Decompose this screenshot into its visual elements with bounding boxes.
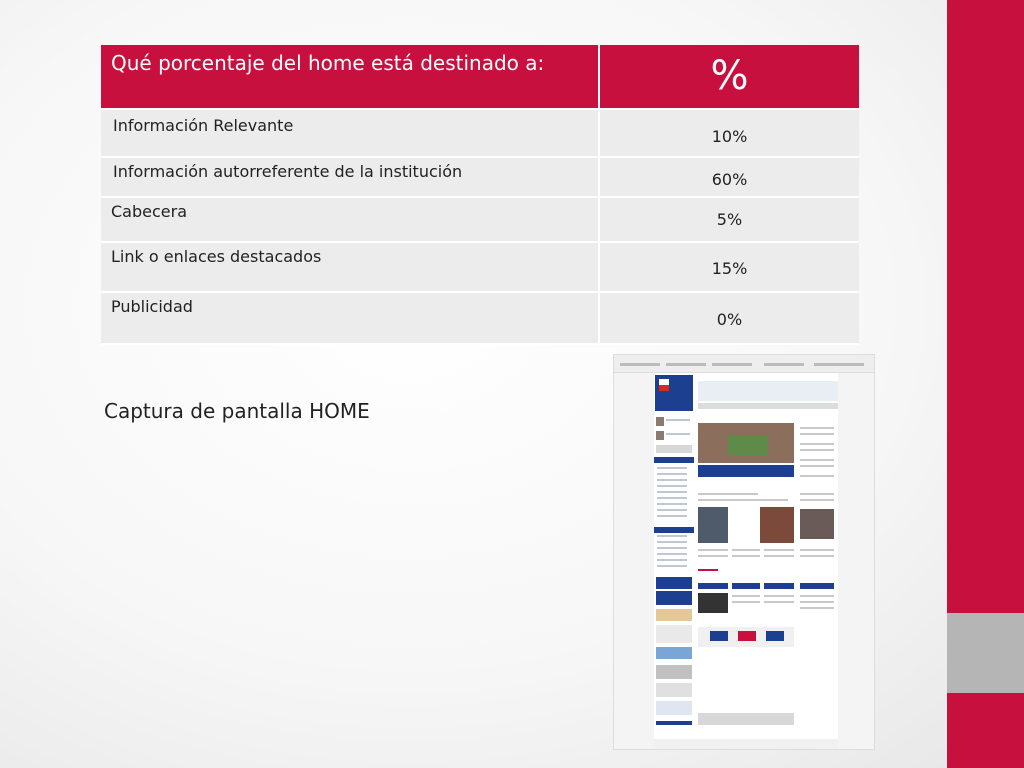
table-header-row (101, 45, 859, 110)
decorative-side-bar-gray (947, 613, 1024, 693)
row-value: 15% (600, 243, 859, 293)
thumbnail-browser-bar (614, 355, 875, 373)
row-value: 5% (600, 198, 859, 243)
decorative-side-bar-bottom (947, 693, 1024, 768)
row-value: 10% (600, 110, 859, 158)
table-row (101, 293, 859, 345)
percentage-table (101, 45, 859, 345)
table-row (101, 198, 859, 243)
table-row (101, 158, 859, 198)
thumbnail-left-column (654, 417, 694, 737)
thumbnail-nav-bar (698, 403, 838, 409)
thumbnail-page (654, 373, 838, 750)
row-label: Publicidad (101, 293, 600, 345)
row-label: Link o enlaces destacados (101, 243, 600, 293)
thumbnail-header-banner (698, 381, 838, 401)
table-header-percent: % (600, 45, 859, 110)
row-label: Cabecera (101, 198, 600, 243)
row-label: Información Relevante (101, 110, 600, 158)
institution-logo-icon (655, 375, 693, 411)
screenshot-caption: Captura de pantalla HOME (104, 399, 370, 423)
table-header-label: Qué porcentaje del home está destinado a: (101, 45, 600, 110)
table-row (101, 110, 859, 158)
row-value: 60% (600, 158, 859, 198)
table-row (101, 243, 859, 293)
decorative-side-bar (947, 0, 1024, 613)
row-value: 0% (600, 293, 859, 345)
website-homepage-thumbnail (613, 354, 875, 750)
thumbnail-footer (654, 739, 838, 750)
row-label: Información autorreferente de la institución (101, 158, 600, 198)
